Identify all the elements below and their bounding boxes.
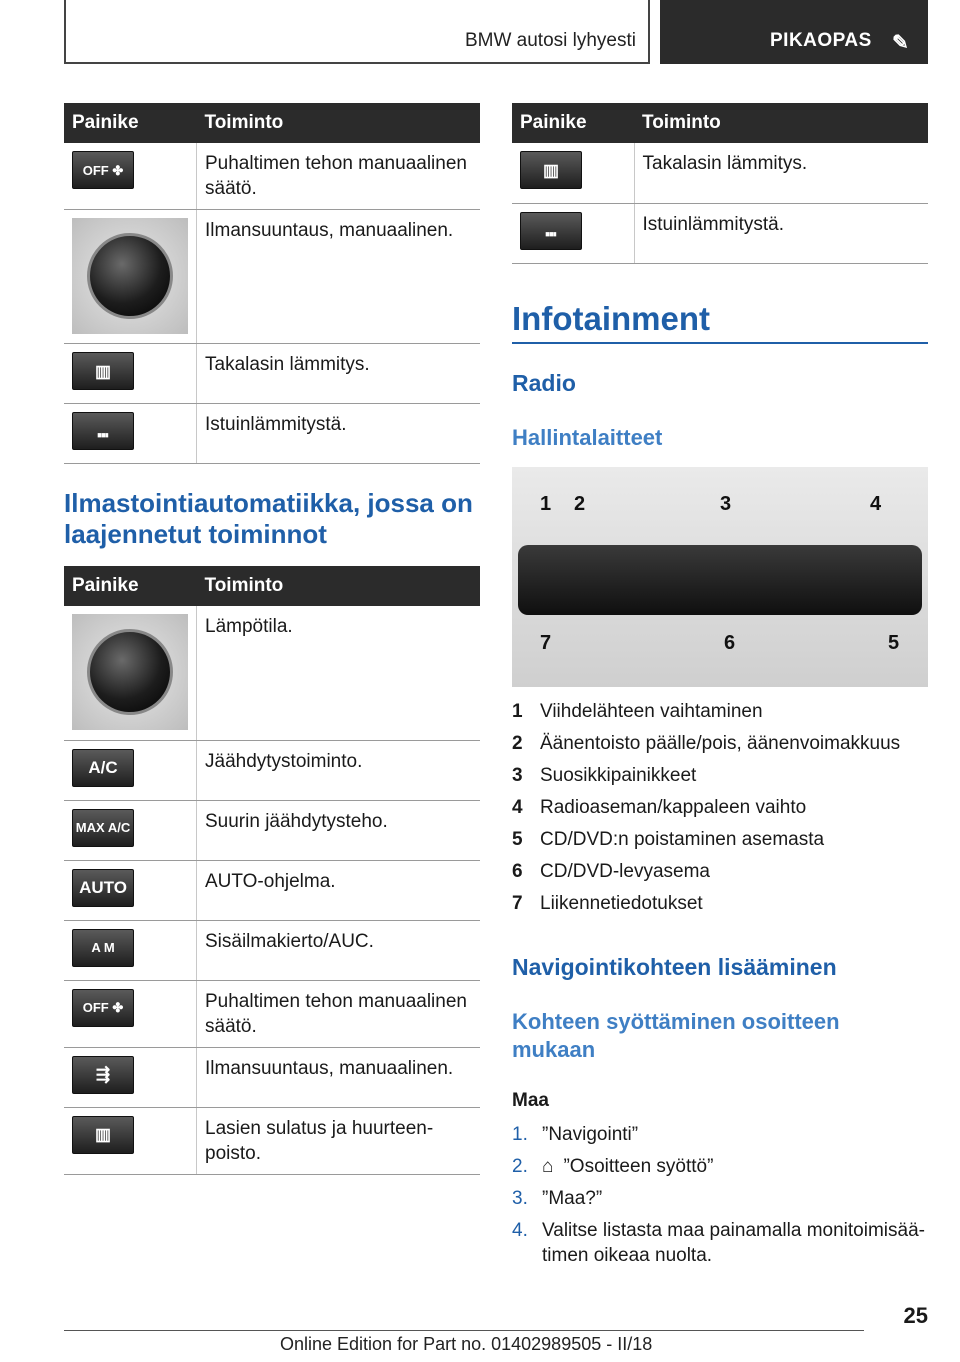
- callout-1: 1: [540, 493, 552, 515]
- function-text: Takalasin lämmitys.: [634, 143, 928, 203]
- radio-panel: [518, 545, 922, 615]
- fan-off-button-icon: OFF ✤: [72, 151, 134, 189]
- button-table-3: [512, 103, 928, 264]
- country-label: Maa: [512, 1090, 549, 1111]
- table-row: [64, 404, 480, 464]
- function-text: Ilmansuuntaus, manuaalinen.: [197, 210, 481, 344]
- auto-button-icon: AUTO: [72, 869, 134, 907]
- callout-legend: [512, 696, 928, 920]
- callout-7: 7: [540, 632, 552, 654]
- chapter-title: BMW autosi lyhyesti: [464, 30, 636, 51]
- seat-heating-icon: ⑉: [72, 412, 134, 450]
- column-header-button: Painike: [64, 103, 197, 143]
- function-text: Istuinlämmitystä.: [634, 203, 928, 263]
- function-text: Puhaltimen tehon manuaalinen säätö.: [197, 980, 481, 1047]
- function-text: Lasien sulatus ja huurteen-poisto.: [197, 1107, 481, 1174]
- rear-window-defrost-icon: ▥: [520, 151, 582, 189]
- list-item: 5 CD/DVD:n poistaminen asemasta: [512, 829, 825, 850]
- table-row: [512, 143, 928, 203]
- footer-divider: [64, 1330, 864, 1331]
- column-header-function: Toiminto: [634, 103, 928, 143]
- callout-2: 2: [574, 493, 586, 515]
- ac-button-icon: A/C: [72, 749, 134, 787]
- list-item: 2 Äänentoisto päälle/pois, äänenvoimakkuus: [512, 733, 901, 754]
- address-icon: ⌂: [542, 1156, 554, 1177]
- function-text: Jäähdytystoiminto.: [197, 740, 481, 800]
- list-item: 3 Suosikkipainikkeet: [512, 765, 697, 786]
- air-distribution-button-icon: ⇶: [72, 1056, 134, 1094]
- table-row: [64, 920, 480, 980]
- table-row: [512, 203, 928, 263]
- function-text: AUTO-ohjelma.: [197, 860, 481, 920]
- address-entry-heading: Kohteen syöttäminen osoitteen mukaan: [512, 1009, 840, 1062]
- radio-controls-image: [512, 467, 928, 687]
- table-row: [64, 1047, 480, 1107]
- list-item: 2. ⌂ ”Osoitteen syöttö”: [512, 1156, 714, 1177]
- column-header-function: Toiminto: [197, 566, 481, 606]
- infotainment-heading-wrap: [512, 300, 928, 344]
- column-header-function: Toiminto: [197, 103, 481, 143]
- column-header-button: Painike: [64, 566, 197, 606]
- list-item: 4 Radioaseman/kappaleen vaihto: [512, 797, 807, 818]
- page-number: 25: [903, 1303, 928, 1328]
- table-row: [64, 1107, 480, 1174]
- callout-4: 4: [870, 493, 882, 515]
- temperature-knob-image: [72, 614, 188, 730]
- function-text: Suurin jäähdytysteho.: [197, 800, 481, 860]
- radio-heading: Radio: [512, 370, 576, 396]
- navigation-heading: Navigointikohteen lisääminen: [512, 954, 837, 980]
- defrost-button-icon: ▥: [72, 1116, 134, 1154]
- list-item: 7 Liikennetiedotukset: [512, 893, 703, 914]
- fan-off-button-icon: OFF ✤: [72, 989, 134, 1027]
- page-header: [64, 0, 928, 64]
- air-distribution-knob-image: [72, 218, 188, 334]
- function-text: Puhaltimen tehon manuaalinen säätö.: [197, 143, 481, 210]
- recirculation-button-icon: A M: [72, 929, 134, 967]
- column-header-button: Painike: [512, 103, 634, 143]
- list-item: 1. ”Navigointi”: [512, 1124, 639, 1145]
- section-heading: Ilmastointiautomatiikka, jossa on laajennetut toiminnot: [64, 488, 473, 549]
- table-row: [64, 143, 480, 210]
- max-ac-button-icon: MAX A/C: [72, 809, 134, 847]
- button-table-2: [64, 566, 480, 1175]
- table-row: [64, 980, 480, 1047]
- table-row: [64, 606, 480, 740]
- seat-heating-icon: ⑉: [520, 212, 582, 250]
- rear-window-defrost-icon: ▥: [72, 352, 134, 390]
- pushpin-icon: ✎: [892, 32, 910, 54]
- chapter-heading: Infotainment: [512, 300, 710, 337]
- list-item: 3. ”Maa?”: [512, 1188, 603, 1209]
- table-row: [64, 344, 480, 404]
- steps-list: [512, 1122, 928, 1275]
- table-row: [64, 860, 480, 920]
- section-title: PIKAOPAS: [770, 30, 872, 51]
- function-text: Sisäilmakierto/AUC.: [197, 920, 481, 980]
- header-section-box: [660, 0, 928, 64]
- table-row: [64, 740, 480, 800]
- header-chapter-box: [64, 0, 650, 64]
- table-row: [64, 800, 480, 860]
- callout-3: 3: [720, 493, 732, 515]
- button-table-1: [64, 103, 480, 464]
- table-row: [64, 210, 480, 344]
- callout-6: 6: [724, 632, 736, 654]
- list-item: 4. Valitse listasta maa painamalla monitoimisää-timen oikeaa nuolta.: [512, 1220, 925, 1266]
- function-text: Ilmansuuntaus, manuaalinen.: [197, 1047, 481, 1107]
- controls-heading: Hallintalaitteet: [512, 425, 663, 450]
- function-text: Takalasin lämmitys.: [197, 344, 481, 404]
- function-text: Istuinlämmitystä.: [197, 404, 481, 464]
- callout-5: 5: [888, 632, 900, 654]
- list-item: 6 CD/DVD-levyasema: [512, 861, 710, 882]
- edition-note: Online Edition for Part no. 01402989505 - II/18: [280, 1334, 653, 1354]
- function-text: Lämpötila.: [197, 606, 481, 740]
- list-item: 1 Viihdelähteen vaihtaminen: [512, 701, 763, 722]
